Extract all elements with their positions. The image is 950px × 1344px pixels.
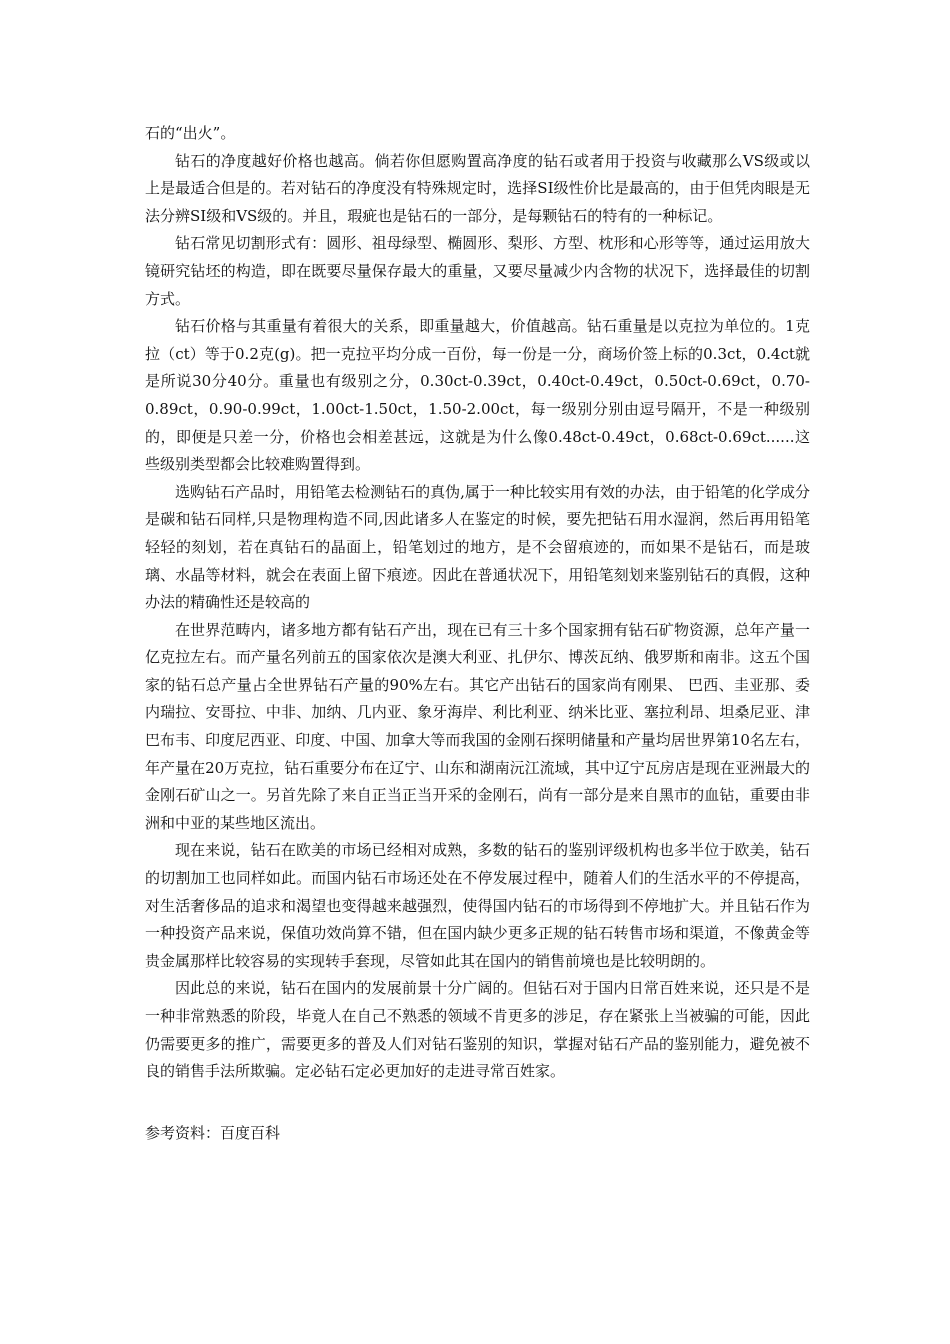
paragraph-clarity: 钻石的净度越好价格也越高。倘若你但愿购置高净度的钻石或者用于投资与收藏那么VS级或以上是最适合但是的。若对钻石的净度没有特殊规定时，选择SI级性价比是最高的，由于但凭肉眼是无法分辨SI级和VS级的。并且，瑕疵也是钻石的一部分，是每颗钻石的特有的一种标记。	[145, 151, 810, 225]
paragraph-market: 现在来说，钻石在欧美的市场已经相对成熟，多数的钻石的鉴别评级机构也多半位于欧美，钻石的切割加工也同样如此。而国内钻石市场还处在不停发展过程中，随着人们的生活水平的不停提高，对生活奢侈品的追求和渴望也变得越来越强烈，使得国内钻石的市场得到不停地扩大。并且钻石作为一种投资产品来说，保值功效尚算不错，但在国内缺少更多正规的钻石转售市场和渠道，不像黄金等贵金属那样比较容易的实现转手套现，尽管如此其在国内的销售前境也是比较明朗的。	[145, 841, 810, 970]
paragraph-pencil-test: 选购钻石产品时，用铅笔去检测钻石的真伪,属于一种比较实用有效的办法，由于铅笔的化学成分是碳和钻石同样,只是物理构造不同,因此诸多人在鉴定的时候，要先把钻石用水湿润，然后再用铅笔轻轻的刻划，若在真钻石的晶面上，铅笔划过的地方，是不会留痕迹的，而如果不是钻石，而是玻璃、水晶等材料，就会在表面上留下痕迹。因此在普通状况下，用铅笔刻划来鉴别钻石的真假，这种办法的精确性还是较高的	[145, 482, 810, 612]
paragraph-conclusion: 因此总的来说，钻石在国内的发展前景十分广阔的。但钻石对于国内日常百姓来说，还只是不是一种非常熟悉的阶段，毕竟人在自己不熟悉的领域不肯更多的涉足，存在紧张上当被骗的可能，因此仍需要更多的推广，需要更多的普及人们对钻石鉴别的知识，掌握对钻石产品的鉴别能力，避免被不良的销售手法所欺骗。定必钻石定必更加好的走进寻常百姓家。	[145, 979, 810, 1081]
paragraph-carat-weight: 钻石价格与其重量有着很大的关系，即重量越大，价值越高。钻石重量是以克拉为单位的。1克拉（ct）等于0.2克(g)。把一克拉平均分成一百份，每一份是一分，商场价签上标的0.3ct，0.4ct就是所说30分40分。重量也有级别之分，0.30ct-0.39ct，0.40ct-0.49ct，0.50ct-0.69ct，0.70-0.89ct，0.90-0.99ct，1.00ct-1.50ct，1.50-2.00ct，每一级别分别由逗号隔开，不是一种级别的，即便是只差一分，价格也会相差甚远，这就是为什么像0.48ct-0.49ct，0.68ct-0.69ct......这些级别类型都会比较难购置得到。	[145, 317, 810, 474]
article-body	[145, 120, 810, 1086]
paragraph-world-production: 在世界范畴内，诸多地方都有钻石产出，现在已有三十多个国家拥有钻石矿物资源，总年产量一亿克拉左右。而产量名列前五的国家依次是澳大利亚、扎伊尔、博茨瓦纳、俄罗斯和南非。这五个国家的钻石总产量占全世界钻石产量的90%左右。其它产出钻石的国家尚有刚果、 巴西、圭亚那、委内瑞拉、安哥拉、中非、加纳、几内亚、象牙海岸、利比利亚、纳米比亚、塞拉利昂、坦桑尼亚、津巴布韦、印度尼西亚、印度、中国、加拿大等而我国的金刚石探明储量和产量均居世界第10名左右，年产量在20万克拉，钻石重要分布在辽宁、山东和湖南沅江流域，其中辽宁瓦房店是现在亚洲最大的金刚石矿山之一。另首先除了来自正当正当开采的金刚石，尚有一部分是来自黑市的血钻，重要由非洲和中亚的某些地区流出。	[145, 620, 810, 832]
paragraph-cut-shapes: 钻石常见切割形式有：圆形、祖母绿型、椭圆形、梨形、方型、枕形和心形等等，通过运用放大镜研究钻坯的构造，即在既要尽量保存最大的重量，又要尽量减少内含物的状况下，选择最佳的切割方式。	[145, 234, 810, 308]
paragraph-continuation: 石的“出火”。	[145, 124, 236, 142]
reference-note: 参考资料：百度百科	[145, 1124, 281, 1142]
